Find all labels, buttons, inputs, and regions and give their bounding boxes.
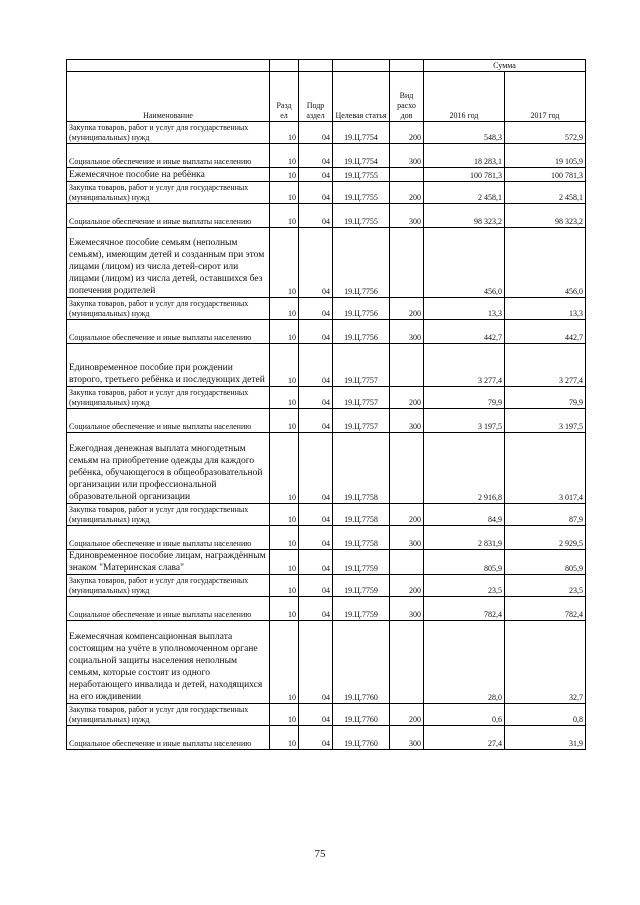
cell-target: 19.Ц.7755: [333, 168, 390, 182]
cell-razdel: 10: [270, 122, 299, 144]
cell-2017: 100 781,3: [505, 168, 586, 182]
cell-expense-type: [390, 621, 424, 704]
table-row: [67, 204, 586, 228]
cell-2017: 98 323,2: [505, 204, 586, 228]
header-expense-type: Вид расхо дов: [390, 72, 424, 122]
cell-razdel: 10: [270, 387, 299, 409]
cell-podrazdel: 04: [299, 550, 333, 575]
cell-podrazdel: 04: [299, 204, 333, 228]
cell-target: 19.Ц.7756: [333, 320, 390, 344]
header-razdel: Разд ел: [270, 72, 299, 122]
cell-razdel: 10: [270, 621, 299, 704]
budget-table: [66, 59, 586, 750]
cell-2017: 19 105,9: [505, 144, 586, 168]
cell-2016: 548,3: [424, 122, 505, 144]
table-row: [67, 726, 586, 750]
table-row: [67, 550, 586, 575]
cell-2017: 782,4: [505, 597, 586, 621]
cell-podrazdel: 04: [299, 726, 333, 750]
cell-name: Социальное обеспечение и иные выплаты населению: [67, 526, 270, 550]
cell-target: 19.Ц.7759: [333, 550, 390, 575]
cell-2016: 18 283,1: [424, 144, 505, 168]
table-row: [67, 704, 586, 726]
cell-expense-type: 300: [390, 204, 424, 228]
cell-razdel: 10: [270, 228, 299, 298]
table-row: [67, 526, 586, 550]
cell-target: 19.Ц.7758: [333, 526, 390, 550]
table-row: [67, 182, 586, 204]
cell-target: 19.Ц.7756: [333, 228, 390, 298]
cell-2016: 0,6: [424, 704, 505, 726]
cell-2016: 2 916,8: [424, 433, 505, 504]
cell-2017: 0,8: [505, 704, 586, 726]
table-row: [67, 228, 586, 298]
cell-podrazdel: 04: [299, 344, 333, 387]
cell-razdel: 10: [270, 597, 299, 621]
cell-podrazdel: 04: [299, 704, 333, 726]
cell-expense-type: 300: [390, 597, 424, 621]
cell-razdel: 10: [270, 575, 299, 597]
cell-name: Ежемесячное пособие на ребёнка: [67, 168, 270, 182]
cell-2017: 805,9: [505, 550, 586, 575]
table-row: [67, 168, 586, 182]
cell-name: Единовременное пособие при рождении второго, третьего ребёнка и последующих детей: [67, 344, 270, 387]
cell-2016: 3 277,4: [424, 344, 505, 387]
cell-name: Закупка товаров, работ и услуг для государственных (муниципальных) нужд: [67, 575, 270, 597]
cell-2017: 442,7: [505, 320, 586, 344]
cell-2017: 572,9: [505, 122, 586, 144]
cell-name: Закупка товаров, работ и услуг для государственных (муниципальных) нужд: [67, 704, 270, 726]
cell-target: 19.Ц.7755: [333, 182, 390, 204]
cell-2016: 23,5: [424, 575, 505, 597]
cell-podrazdel: 04: [299, 526, 333, 550]
cell-2016: 27,4: [424, 726, 505, 750]
cell-expense-type: 300: [390, 320, 424, 344]
header-year-2017: 2017 год: [505, 72, 586, 122]
cell-2017: 32,7: [505, 621, 586, 704]
cell-name: Ежемесячное пособие семьям (неполным семьям), имеющим детей и созданным при этом лицами (лицом) из числа детей-сирот или лицами (лицом) из числа детей, оставшихся без попечения родителей: [67, 228, 270, 298]
table-row: [67, 433, 586, 504]
cell-2016: 98 323,2: [424, 204, 505, 228]
cell-2017: 13,3: [505, 298, 586, 320]
cell-razdel: 10: [270, 320, 299, 344]
cell-name: Социальное обеспечение и иные выплаты населению: [67, 597, 270, 621]
cell-podrazdel: 04: [299, 575, 333, 597]
cell-2017: 23,5: [505, 575, 586, 597]
cell-razdel: 10: [270, 550, 299, 575]
cell-2016: 782,4: [424, 597, 505, 621]
table-row: [67, 575, 586, 597]
cell-2017: 3 017,4: [505, 433, 586, 504]
cell-razdel: 10: [270, 726, 299, 750]
cell-name: Закупка товаров, работ и услуг для государственных (муниципальных) нужд: [67, 504, 270, 526]
cell-name: Закупка товаров, работ и услуг для государственных (муниципальных) нужд: [67, 298, 270, 320]
table-row: [67, 409, 586, 433]
table-row: [67, 344, 586, 387]
cell-podrazdel: 04: [299, 320, 333, 344]
cell-target: 19.Ц.7756: [333, 298, 390, 320]
cell-2017: 3 277,4: [505, 344, 586, 387]
cell-name: Закупка товаров, работ и услуг для государственных (муниципальных) нужд: [67, 387, 270, 409]
cell-2017: 31,9: [505, 726, 586, 750]
cell-podrazdel: 04: [299, 298, 333, 320]
cell-2016: 2 458,1: [424, 182, 505, 204]
cell-podrazdel: 04: [299, 228, 333, 298]
cell-2017: 2 458,1: [505, 182, 586, 204]
cell-2016: 456,0: [424, 228, 505, 298]
table-row: [67, 504, 586, 526]
cell-target: 19.Ц.7757: [333, 409, 390, 433]
cell-name: Социальное обеспечение и иные выплаты населению: [67, 726, 270, 750]
cell-expense-type: 200: [390, 387, 424, 409]
cell-2017: 3 197,5: [505, 409, 586, 433]
page-number: 75: [314, 848, 326, 860]
cell-2016: 13,3: [424, 298, 505, 320]
cell-2017: 2 929,5: [505, 526, 586, 550]
cell-name: Социальное обеспечение и иные выплаты населению: [67, 144, 270, 168]
header-blank-razdel: [270, 60, 299, 72]
cell-name: Ежемесячная компенсационная выплата состоящим на учёте в уполномоченном органе социальной защиты населения неполным семьям, которые состоят из одного неработающего инвалида и детей, находящихся на его иждивении: [67, 621, 270, 704]
cell-2016: 79,9: [424, 387, 505, 409]
cell-2016: 28,0: [424, 621, 505, 704]
table-row: [67, 144, 586, 168]
cell-target: 19.Ц.7759: [333, 597, 390, 621]
cell-podrazdel: 04: [299, 144, 333, 168]
header-year-2016: 2016 год: [424, 72, 505, 122]
cell-podrazdel: 04: [299, 621, 333, 704]
table-row: [67, 387, 586, 409]
cell-razdel: 10: [270, 344, 299, 387]
cell-razdel: 10: [270, 144, 299, 168]
header-podrazdel: Подр аздел: [299, 72, 333, 122]
table-row: [67, 298, 586, 320]
cell-podrazdel: 04: [299, 387, 333, 409]
cell-target: 19.Ц.7760: [333, 621, 390, 704]
cell-target: 19.Ц.7757: [333, 344, 390, 387]
cell-razdel: 10: [270, 526, 299, 550]
cell-target: 19.Ц.7754: [333, 144, 390, 168]
cell-podrazdel: 04: [299, 182, 333, 204]
table-row: [67, 621, 586, 704]
cell-target: 19.Ц.7758: [333, 504, 390, 526]
cell-podrazdel: 04: [299, 409, 333, 433]
cell-name: Социальное обеспечение и иные выплаты населению: [67, 204, 270, 228]
table-row: [67, 122, 586, 144]
cell-expense-type: [390, 228, 424, 298]
cell-razdel: 10: [270, 168, 299, 182]
cell-expense-type: 300: [390, 409, 424, 433]
cell-razdel: 10: [270, 182, 299, 204]
cell-expense-type: 200: [390, 182, 424, 204]
cell-expense-type: 200: [390, 575, 424, 597]
cell-target: 19.Ц.7758: [333, 433, 390, 504]
cell-expense-type: [390, 550, 424, 575]
cell-2017: 79,9: [505, 387, 586, 409]
cell-expense-type: 200: [390, 504, 424, 526]
cell-expense-type: 200: [390, 704, 424, 726]
cell-podrazdel: 04: [299, 504, 333, 526]
header-blank-target: [333, 60, 390, 72]
cell-podrazdel: 04: [299, 433, 333, 504]
cell-2016: 100 781,3: [424, 168, 505, 182]
header-target: Целевая статья: [333, 72, 390, 122]
cell-expense-type: 200: [390, 298, 424, 320]
cell-podrazdel: 04: [299, 168, 333, 182]
cell-razdel: 10: [270, 204, 299, 228]
cell-name: Социальное обеспечение и иные выплаты населению: [67, 409, 270, 433]
cell-name: Социальное обеспечение и иные выплаты населению: [67, 320, 270, 344]
cell-target: 19.Ц.7760: [333, 704, 390, 726]
cell-2017: 456,0: [505, 228, 586, 298]
header-name: Наименование: [67, 72, 270, 122]
cell-expense-type: 300: [390, 144, 424, 168]
header-blank-type: [390, 60, 424, 72]
cell-expense-type: [390, 168, 424, 182]
cell-expense-type: 200: [390, 122, 424, 144]
table-row: [67, 597, 586, 621]
cell-2016: 84,9: [424, 504, 505, 526]
header-blank-name: [67, 60, 270, 72]
cell-target: 19.Ц.7755: [333, 204, 390, 228]
cell-name: Единовременное пособие лицам, награждённым знаком "Материнская слава": [67, 550, 270, 575]
cell-2017: 87,9: [505, 504, 586, 526]
cell-target: 19.Ц.7759: [333, 575, 390, 597]
cell-target: 19.Ц.7760: [333, 726, 390, 750]
cell-name: Закупка товаров, работ и услуг для государственных (муниципальных) нужд: [67, 122, 270, 144]
cell-razdel: 10: [270, 433, 299, 504]
cell-2016: 442,7: [424, 320, 505, 344]
cell-razdel: 10: [270, 704, 299, 726]
table-row: [67, 320, 586, 344]
header-sum: Сумма: [424, 60, 586, 72]
cell-target: 19.Ц.7754: [333, 122, 390, 144]
cell-podrazdel: 04: [299, 122, 333, 144]
cell-expense-type: 300: [390, 526, 424, 550]
cell-expense-type: [390, 433, 424, 504]
cell-name: Ежегодная денежная выплата многодетным семьям на приобретение одежды для каждого ребёнка, обучающегося в общеобразовательной организации или профессиональной образовательной организации: [67, 433, 270, 504]
cell-expense-type: [390, 344, 424, 387]
header-blank-podrazdel: [299, 60, 333, 72]
cell-podrazdel: 04: [299, 597, 333, 621]
cell-2016: 805,9: [424, 550, 505, 575]
cell-2016: 3 197,5: [424, 409, 505, 433]
cell-razdel: 10: [270, 504, 299, 526]
cell-target: 19.Ц.7757: [333, 387, 390, 409]
cell-expense-type: 300: [390, 726, 424, 750]
cell-name: Закупка товаров, работ и услуг для государственных (муниципальных) нужд: [67, 182, 270, 204]
cell-razdel: 10: [270, 298, 299, 320]
cell-2016: 2 831,9: [424, 526, 505, 550]
cell-razdel: 10: [270, 409, 299, 433]
